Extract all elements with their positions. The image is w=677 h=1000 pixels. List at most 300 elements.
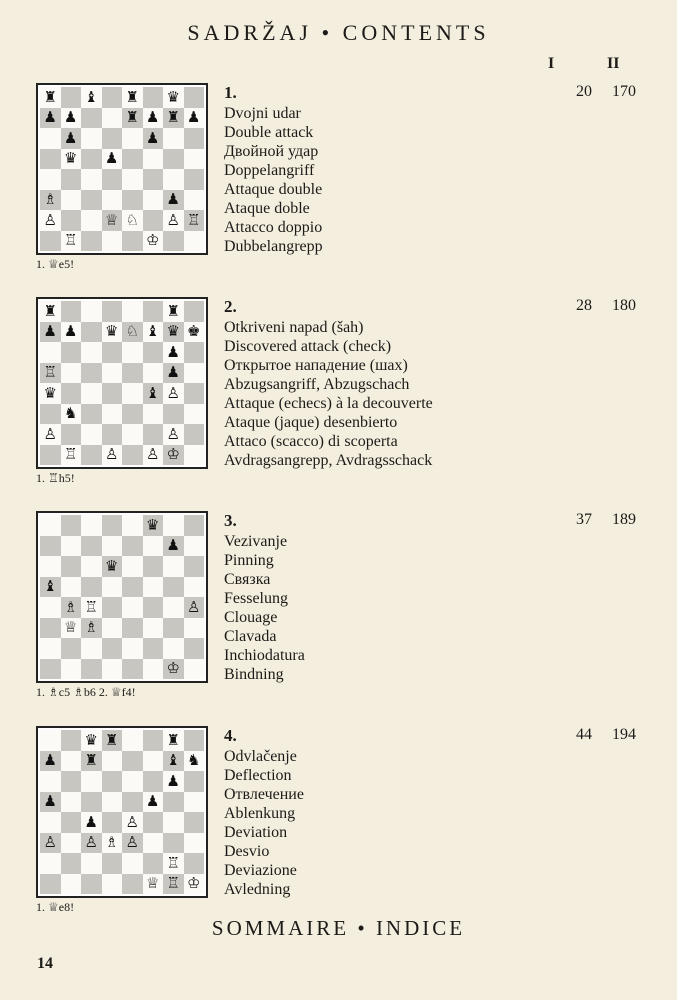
term-translation: Vezivanje bbox=[224, 533, 288, 550]
board-square bbox=[102, 383, 123, 404]
board-square: ♔ bbox=[184, 874, 205, 895]
board-square bbox=[61, 301, 82, 322]
term-translation: Avledning bbox=[224, 881, 291, 898]
board-square bbox=[102, 853, 123, 874]
board-square bbox=[40, 169, 61, 190]
term-translation: Avdragsangrepp, Avdragsschack bbox=[224, 452, 433, 469]
board-square bbox=[40, 730, 61, 751]
board-square bbox=[61, 771, 82, 792]
board-square bbox=[81, 556, 102, 577]
board-square: ♜ bbox=[40, 301, 61, 322]
board-square bbox=[81, 536, 102, 557]
entry-number: 3. bbox=[224, 511, 237, 530]
term-translation: Двойной удар bbox=[224, 143, 319, 160]
board-square bbox=[122, 149, 143, 170]
term-translation: Clavada bbox=[224, 628, 277, 645]
board-square: ♝ bbox=[143, 383, 164, 404]
board-square: ♙ bbox=[40, 210, 61, 231]
board-square: ♟ bbox=[40, 751, 61, 772]
board-square bbox=[143, 149, 164, 170]
board-square: ♟ bbox=[163, 342, 184, 363]
board-square bbox=[122, 301, 143, 322]
board-square bbox=[40, 812, 61, 833]
board-square bbox=[40, 638, 61, 659]
board-square: ♔ bbox=[163, 445, 184, 466]
board-square: ♟ bbox=[61, 108, 82, 129]
solution-caption: 1. ♕e8! bbox=[36, 900, 75, 914]
board-square bbox=[40, 342, 61, 363]
board-square bbox=[81, 210, 102, 231]
term-translation: Deviation bbox=[224, 824, 288, 841]
board-square bbox=[81, 108, 102, 129]
board-square: ♙ bbox=[122, 812, 143, 833]
board-square bbox=[184, 659, 205, 680]
board-square bbox=[81, 190, 102, 211]
board-square bbox=[184, 730, 205, 751]
board-square bbox=[122, 231, 143, 252]
board-square bbox=[163, 149, 184, 170]
term-list bbox=[224, 532, 305, 684]
board-square bbox=[143, 577, 164, 598]
chess-diagram bbox=[36, 726, 208, 898]
page-footer: SOMMAIRE • INDICE bbox=[211, 916, 466, 940]
board-square bbox=[184, 363, 205, 384]
page-ref-part1[interactable]: 44 bbox=[576, 726, 592, 743]
board-square bbox=[122, 445, 143, 466]
page-ref-part1[interactable]: 37 bbox=[576, 511, 592, 528]
board-square: ♜ bbox=[163, 301, 184, 322]
board-square: ♖ bbox=[61, 445, 82, 466]
board-square bbox=[40, 597, 61, 618]
term-translation: Abzugsangriff, Abzugschach bbox=[224, 376, 410, 393]
board-square bbox=[143, 342, 164, 363]
board-square bbox=[40, 128, 61, 149]
board-square: ♟ bbox=[163, 363, 184, 384]
board-square bbox=[163, 231, 184, 252]
board-square bbox=[81, 149, 102, 170]
board-square: ♖ bbox=[40, 363, 61, 384]
board-square bbox=[122, 638, 143, 659]
board-square: ♛ bbox=[61, 149, 82, 170]
page-number: 14 bbox=[37, 955, 53, 972]
board-square bbox=[143, 556, 164, 577]
chess-board bbox=[40, 87, 204, 251]
board-square: ♟ bbox=[143, 108, 164, 129]
board-square bbox=[40, 853, 61, 874]
board-square: ♞ bbox=[61, 404, 82, 425]
term-translation: Открытое нападение (шах) bbox=[224, 357, 408, 374]
term-list bbox=[224, 747, 304, 899]
board-square bbox=[184, 424, 205, 445]
board-square bbox=[184, 404, 205, 425]
board-square: ♟ bbox=[40, 792, 61, 813]
board-square bbox=[81, 515, 102, 536]
board-square bbox=[143, 190, 164, 211]
board-square: ♕ bbox=[102, 210, 123, 231]
board-square: ♛ bbox=[163, 87, 184, 108]
board-square bbox=[61, 638, 82, 659]
board-square bbox=[122, 383, 143, 404]
term-translation: Discovered attack (check) bbox=[224, 338, 392, 355]
board-square: ♖ bbox=[163, 874, 184, 895]
term-list bbox=[224, 104, 323, 256]
board-square: ♙ bbox=[143, 445, 164, 466]
board-square bbox=[61, 424, 82, 445]
term-translation: Bindning bbox=[224, 666, 284, 683]
term-translation: Ablenkung bbox=[224, 805, 296, 822]
board-square bbox=[122, 618, 143, 639]
board-square bbox=[122, 771, 143, 792]
board-square: ♟ bbox=[61, 128, 82, 149]
board-square bbox=[102, 404, 123, 425]
board-square bbox=[102, 577, 123, 598]
board-square bbox=[61, 659, 82, 680]
board-square bbox=[81, 322, 102, 343]
board-square bbox=[81, 659, 102, 680]
board-square bbox=[143, 301, 164, 322]
board-square bbox=[102, 659, 123, 680]
board-square bbox=[102, 169, 123, 190]
board-square: ♟ bbox=[163, 536, 184, 557]
term-translation: Dvojni udar bbox=[224, 105, 301, 122]
board-square bbox=[122, 597, 143, 618]
board-square: ♙ bbox=[163, 424, 184, 445]
board-square bbox=[163, 577, 184, 598]
board-square: ♟ bbox=[163, 190, 184, 211]
board-square bbox=[81, 383, 102, 404]
term-translation: Clouage bbox=[224, 609, 278, 626]
board-square bbox=[184, 577, 205, 598]
term-translation: Doppelangriff bbox=[224, 162, 315, 179]
board-square bbox=[143, 659, 164, 680]
term-translation: Desvio bbox=[224, 843, 270, 860]
board-square bbox=[122, 853, 143, 874]
board-square bbox=[61, 833, 82, 854]
board-square bbox=[143, 833, 164, 854]
board-square bbox=[122, 577, 143, 598]
chess-board bbox=[40, 301, 204, 465]
board-square: ♛ bbox=[81, 730, 102, 751]
board-square bbox=[102, 515, 123, 536]
board-square: ♜ bbox=[102, 730, 123, 751]
term-translation: Otkriveni napad (šah) bbox=[224, 319, 364, 336]
solution-caption: 1. ♗c5 ♗b6 2. ♕f4! bbox=[36, 685, 136, 699]
page-ref-part1[interactable]: 20 bbox=[576, 83, 592, 100]
board-square bbox=[81, 169, 102, 190]
board-square bbox=[163, 169, 184, 190]
board-square bbox=[40, 515, 61, 536]
board-square bbox=[122, 515, 143, 536]
board-square bbox=[143, 363, 164, 384]
board-square bbox=[163, 792, 184, 813]
board-square: ♗ bbox=[40, 190, 61, 211]
page-ref-part1[interactable]: 28 bbox=[576, 297, 592, 314]
board-square bbox=[61, 751, 82, 772]
board-square bbox=[102, 231, 123, 252]
board-square: ♙ bbox=[122, 833, 143, 854]
board-square: ♝ bbox=[40, 577, 61, 598]
board-square: ♖ bbox=[184, 210, 205, 231]
board-square: ♛ bbox=[143, 515, 164, 536]
solution-caption: 1. ♖h5! bbox=[36, 471, 75, 485]
solution-caption: 1. ♕e5! bbox=[36, 257, 75, 271]
board-square bbox=[102, 87, 123, 108]
board-square bbox=[184, 638, 205, 659]
board-square bbox=[122, 751, 143, 772]
board-square: ♗ bbox=[81, 618, 102, 639]
board-square bbox=[81, 231, 102, 252]
board-square bbox=[163, 404, 184, 425]
column-heading-part1: I bbox=[548, 55, 555, 72]
board-square: ♙ bbox=[81, 833, 102, 854]
board-square bbox=[143, 424, 164, 445]
board-square bbox=[184, 792, 205, 813]
board-square bbox=[40, 618, 61, 639]
board-square bbox=[61, 812, 82, 833]
board-square bbox=[163, 515, 184, 536]
page-ref-part2[interactable]: 194 bbox=[612, 726, 636, 743]
board-square: ♞ bbox=[184, 751, 205, 772]
page-ref-part2[interactable]: 189 bbox=[612, 511, 636, 528]
page-ref-part2[interactable]: 170 bbox=[612, 83, 636, 100]
chess-diagram bbox=[36, 83, 208, 255]
board-square bbox=[81, 128, 102, 149]
board-square bbox=[122, 874, 143, 895]
term-translation: Inchiodatura bbox=[224, 647, 305, 664]
board-square bbox=[143, 536, 164, 557]
board-square: ♜ bbox=[81, 751, 102, 772]
board-square bbox=[61, 536, 82, 557]
board-square: ♔ bbox=[143, 231, 164, 252]
board-square bbox=[122, 556, 143, 577]
board-square: ♟ bbox=[184, 108, 205, 129]
board-square bbox=[102, 618, 123, 639]
term-translation: Ataque doble bbox=[224, 200, 310, 217]
board-square: ♕ bbox=[143, 874, 164, 895]
chess-board bbox=[40, 515, 204, 679]
board-square bbox=[102, 301, 123, 322]
board-square bbox=[61, 87, 82, 108]
board-square: ♜ bbox=[163, 108, 184, 129]
term-translation: Fesselung bbox=[224, 590, 288, 607]
board-square bbox=[122, 730, 143, 751]
board-square bbox=[184, 833, 205, 854]
board-square bbox=[143, 597, 164, 618]
board-square bbox=[184, 190, 205, 211]
term-translation: Attaque double bbox=[224, 181, 323, 198]
board-square bbox=[102, 108, 123, 129]
board-square bbox=[61, 792, 82, 813]
board-square bbox=[122, 190, 143, 211]
term-translation: Attacco doppio bbox=[224, 219, 323, 236]
board-square bbox=[184, 515, 205, 536]
board-square bbox=[102, 812, 123, 833]
board-square bbox=[81, 577, 102, 598]
board-square bbox=[122, 659, 143, 680]
board-square bbox=[163, 618, 184, 639]
term-list bbox=[224, 318, 433, 470]
board-square bbox=[122, 169, 143, 190]
chess-board bbox=[40, 730, 204, 894]
board-square bbox=[61, 383, 82, 404]
board-square bbox=[184, 87, 205, 108]
board-square bbox=[61, 874, 82, 895]
entry-number: 4. bbox=[224, 726, 237, 745]
board-square: ♟ bbox=[81, 812, 102, 833]
board-square bbox=[81, 363, 102, 384]
board-square bbox=[61, 190, 82, 211]
board-square bbox=[143, 751, 164, 772]
board-square: ♜ bbox=[122, 87, 143, 108]
term-translation: Attaco (scacco) di scoperta bbox=[224, 433, 398, 450]
chess-diagram bbox=[36, 511, 208, 683]
board-square bbox=[163, 128, 184, 149]
board-square bbox=[184, 771, 205, 792]
board-square bbox=[102, 363, 123, 384]
board-square: ♖ bbox=[61, 231, 82, 252]
board-square: ♖ bbox=[163, 853, 184, 874]
term-translation: Dubbelangrepp bbox=[224, 238, 323, 255]
board-square bbox=[81, 404, 102, 425]
board-square bbox=[122, 536, 143, 557]
board-square bbox=[61, 853, 82, 874]
board-square: ♖ bbox=[81, 597, 102, 618]
board-square bbox=[102, 874, 123, 895]
board-square: ♟ bbox=[143, 792, 164, 813]
page-header: SADRŽAJ • CONTENTS bbox=[187, 20, 490, 45]
board-square: ♗ bbox=[61, 597, 82, 618]
entry-number: 2. bbox=[224, 297, 237, 316]
board-square bbox=[102, 792, 123, 813]
board-square bbox=[81, 301, 102, 322]
board-square: ♗ bbox=[102, 833, 123, 854]
term-translation: Double attack bbox=[224, 124, 314, 141]
board-square: ♘ bbox=[122, 210, 143, 231]
board-square bbox=[40, 536, 61, 557]
board-square bbox=[102, 128, 123, 149]
board-square bbox=[184, 853, 205, 874]
board-square bbox=[122, 363, 143, 384]
board-square bbox=[122, 404, 143, 425]
board-square: ♔ bbox=[163, 659, 184, 680]
board-square: ♘ bbox=[122, 322, 143, 343]
board-square bbox=[143, 404, 164, 425]
board-square: ♝ bbox=[163, 751, 184, 772]
board-square bbox=[40, 771, 61, 792]
board-square bbox=[143, 169, 164, 190]
board-square bbox=[102, 190, 123, 211]
board-square bbox=[184, 383, 205, 404]
board-square: ♝ bbox=[81, 87, 102, 108]
board-square bbox=[102, 597, 123, 618]
board-square: ♝ bbox=[143, 322, 164, 343]
board-square bbox=[184, 536, 205, 557]
board-square bbox=[102, 536, 123, 557]
board-square: ♙ bbox=[163, 383, 184, 404]
board-square bbox=[143, 771, 164, 792]
board-square bbox=[184, 342, 205, 363]
term-translation: Deflection bbox=[224, 767, 292, 784]
board-square: ♙ bbox=[184, 597, 205, 618]
board-square: ♟ bbox=[40, 108, 61, 129]
board-square bbox=[163, 597, 184, 618]
board-square bbox=[122, 424, 143, 445]
board-square bbox=[143, 853, 164, 874]
board-square bbox=[61, 363, 82, 384]
board-square bbox=[184, 128, 205, 149]
board-square: ♟ bbox=[143, 128, 164, 149]
board-square bbox=[143, 730, 164, 751]
board-square bbox=[81, 342, 102, 363]
board-square: ♛ bbox=[102, 322, 123, 343]
term-translation: Odvlačenje bbox=[224, 748, 297, 765]
board-square: ♙ bbox=[163, 210, 184, 231]
board-square bbox=[143, 87, 164, 108]
board-square bbox=[184, 812, 205, 833]
board-square bbox=[102, 771, 123, 792]
board-square bbox=[40, 149, 61, 170]
board-square: ♛ bbox=[102, 556, 123, 577]
board-square bbox=[61, 342, 82, 363]
board-square bbox=[184, 618, 205, 639]
board-square bbox=[184, 149, 205, 170]
board-square bbox=[122, 342, 143, 363]
board-square: ♚ bbox=[184, 322, 205, 343]
term-translation: Отвлечение bbox=[224, 786, 304, 803]
board-square bbox=[81, 445, 102, 466]
board-square bbox=[40, 404, 61, 425]
board-square bbox=[102, 342, 123, 363]
term-translation: Ataque (jaque) desenbierto bbox=[224, 414, 398, 431]
board-square bbox=[81, 874, 102, 895]
term-translation: Attaque (echecs) à la decouverte bbox=[224, 395, 433, 412]
board-square bbox=[40, 445, 61, 466]
board-square bbox=[61, 577, 82, 598]
board-square: ♙ bbox=[102, 445, 123, 466]
board-square bbox=[61, 730, 82, 751]
board-square bbox=[102, 638, 123, 659]
board-square: ♙ bbox=[40, 833, 61, 854]
board-square: ♙ bbox=[40, 424, 61, 445]
chess-diagram bbox=[36, 297, 208, 469]
board-square bbox=[184, 231, 205, 252]
board-square bbox=[81, 638, 102, 659]
board-square bbox=[163, 638, 184, 659]
board-square bbox=[61, 169, 82, 190]
board-square: ♕ bbox=[61, 618, 82, 639]
board-square bbox=[40, 874, 61, 895]
board-square bbox=[163, 556, 184, 577]
board-square bbox=[184, 301, 205, 322]
board-square: ♜ bbox=[40, 87, 61, 108]
page-ref-part2[interactable]: 180 bbox=[612, 297, 636, 314]
board-square bbox=[81, 792, 102, 813]
board-square bbox=[163, 812, 184, 833]
board-square bbox=[102, 751, 123, 772]
board-square bbox=[184, 556, 205, 577]
board-square bbox=[81, 771, 102, 792]
board-square: ♟ bbox=[163, 771, 184, 792]
column-heading-part2: II bbox=[607, 55, 620, 72]
board-square bbox=[81, 424, 102, 445]
board-square: ♜ bbox=[122, 108, 143, 129]
board-square: ♛ bbox=[40, 383, 61, 404]
board-square bbox=[143, 618, 164, 639]
board-square bbox=[61, 515, 82, 536]
board-square bbox=[122, 792, 143, 813]
board-square bbox=[143, 812, 164, 833]
board-square: ♟ bbox=[102, 149, 123, 170]
